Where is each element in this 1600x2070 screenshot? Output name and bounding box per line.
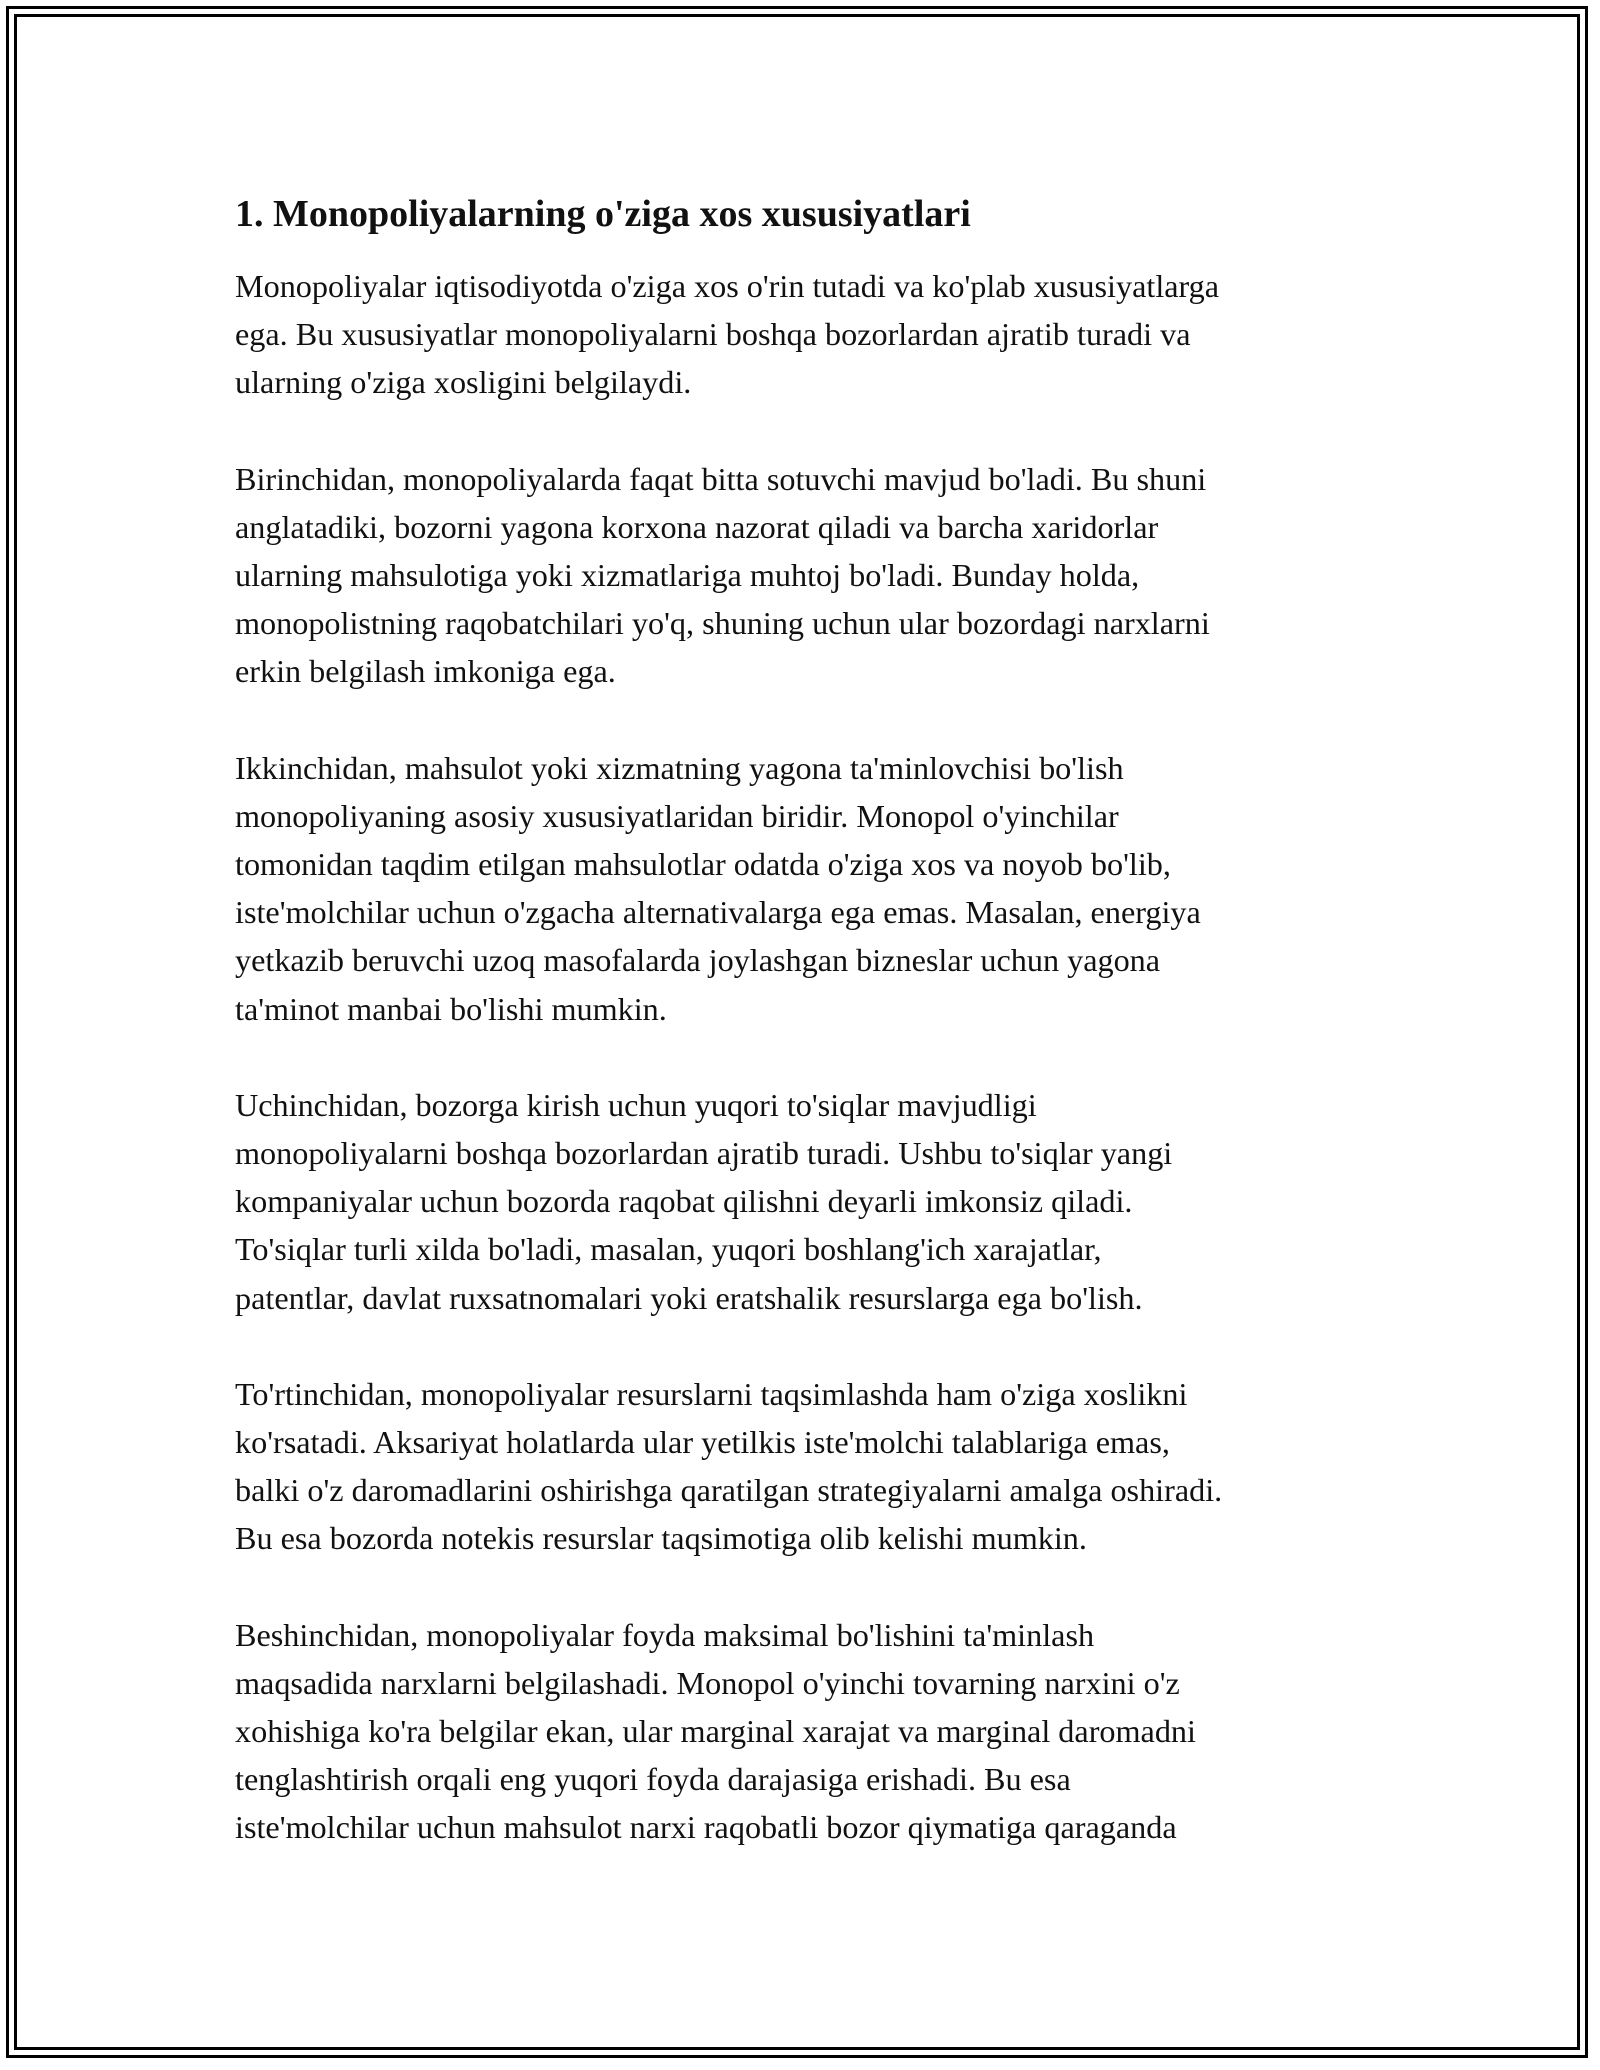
paragraph-line: To'rtinchidan, monopoliyalar resurslarni taqsimlashda ham o'ziga xoslikni [235, 1375, 1188, 1412]
paragraph-line: patentlar, davlat ruxsatnomalari yoki eratshalik resurslarga ega bo'lish. [235, 1279, 1143, 1316]
paragraph-fifth [235, 1611, 1370, 1852]
paragraph-line: monopolistning raqobatchilari yo'q, shuning uchun ular bozordagi narxlarni [235, 605, 1210, 642]
paragraph-line: monopoliyaning asosiy xususiyatlaridan biridir. Monopol o'yinchilar [235, 797, 1119, 834]
paragraph-line: To'siqlar turli xilda bo'ladi, masalan, yuqori boshlang'ich xarajatlar, [235, 1231, 1102, 1268]
paragraph-line: Beshinchidan, monopoliyalar foyda maksimal bo'lishini ta'minlash [235, 1616, 1095, 1653]
paragraph-line: Uchinchidan, bozorga kirish uchun yuqori to'siqlar mavjudligi [235, 1086, 1037, 1123]
paragraph-line: Bu esa bozorda notekis resurslar taqsimotiga olib kelishi mumkin. [235, 1520, 1087, 1557]
paragraph-line: maqsadida narxlarni belgilashadi. Monopol o'yinchi tovarning narxini o'z [235, 1664, 1180, 1701]
paragraph-line: balki o'z daromadlarini oshirishga qaratilgan strategiyalarni amalga oshiradi. [235, 1472, 1223, 1509]
paragraph-first [235, 455, 1370, 696]
paragraph-fourth [235, 1370, 1370, 1563]
paragraph-line: xohishiga ko'ra belgilar ekan, ular marginal xarajat va marginal daromadni [235, 1713, 1196, 1750]
paragraph-line: tenglashtirish orqali eng yuqori foyda darajasiga erishadi. Bu esa [235, 1761, 1071, 1798]
paragraph-line: tomonidan taqdim etilgan mahsulotlar odatda o'ziga xos va noyob bo'lib, [235, 846, 1171, 883]
paragraph-line: Monopoliyalar iqtisodiyotda o'ziga xos o'rin tutadi va ko'plab xususiyatlarga [235, 268, 1220, 304]
paragraph-second [235, 744, 1370, 1033]
paragraph-line: yetkazib beruvchi uzoq masofalarda joylashgan bizneslar uchun yagona [235, 942, 1161, 979]
paragraph-line: monopoliyalarni boshqa bozorlardan ajratib turadi. Ushbu to'siqlar yangi [235, 1135, 1173, 1172]
paragraph-intro [235, 262, 1370, 407]
paragraph-line: kompaniyalar uchun bozorda raqobat qilishni deyarli imkonsiz qiladi. [235, 1183, 1133, 1220]
paragraph-line: Ikkinchidan, mahsulot yoki xizmatning yagona ta'minlovchisi bo'lish [235, 749, 1124, 786]
paragraph-line: Birinchidan, monopoliyalarda faqat bitta sotuvchi mavjud bo'ladi. Bu shuni [235, 460, 1207, 497]
document-body [235, 188, 1370, 1900]
paragraph-third [235, 1081, 1370, 1322]
section-heading: 1. Monopoliyalarning o'ziga xos xususiyatlari [235, 193, 971, 235]
paragraph-line: anglatadiki, bozorni yagona korxona nazorat qiladi va barcha xaridorlar [235, 508, 1159, 545]
paragraph-line: ularning mahsulotiga yoki xizmatlariga muhtoj bo'ladi. Bunday holda, [235, 557, 1140, 594]
paragraph-line: ko'rsatadi. Aksariyat holatlarda ular yetilkis iste'molchi talablariga emas, [235, 1424, 1170, 1461]
paragraph-line: iste'molchilar uchun o'zgacha alternativalarga ega emas. Masalan, energiya [235, 894, 1201, 931]
paragraph-line: ta'minot manbai bo'lishi mumkin. [235, 990, 667, 1027]
paragraph-line: ularning o'ziga xosligini belgilaydi. [235, 364, 692, 401]
paragraph-line: erkin belgilash imkoniga ega. [235, 653, 616, 690]
paragraph-line: iste'molchilar uchun mahsulot narxi raqobatli bozor qiymatiga qaraganda [235, 1809, 1177, 1846]
paragraph-line: ega. Bu xususiyatlar monopoliyalarni boshqa bozorlardan ajratib turadi va [235, 316, 1191, 353]
